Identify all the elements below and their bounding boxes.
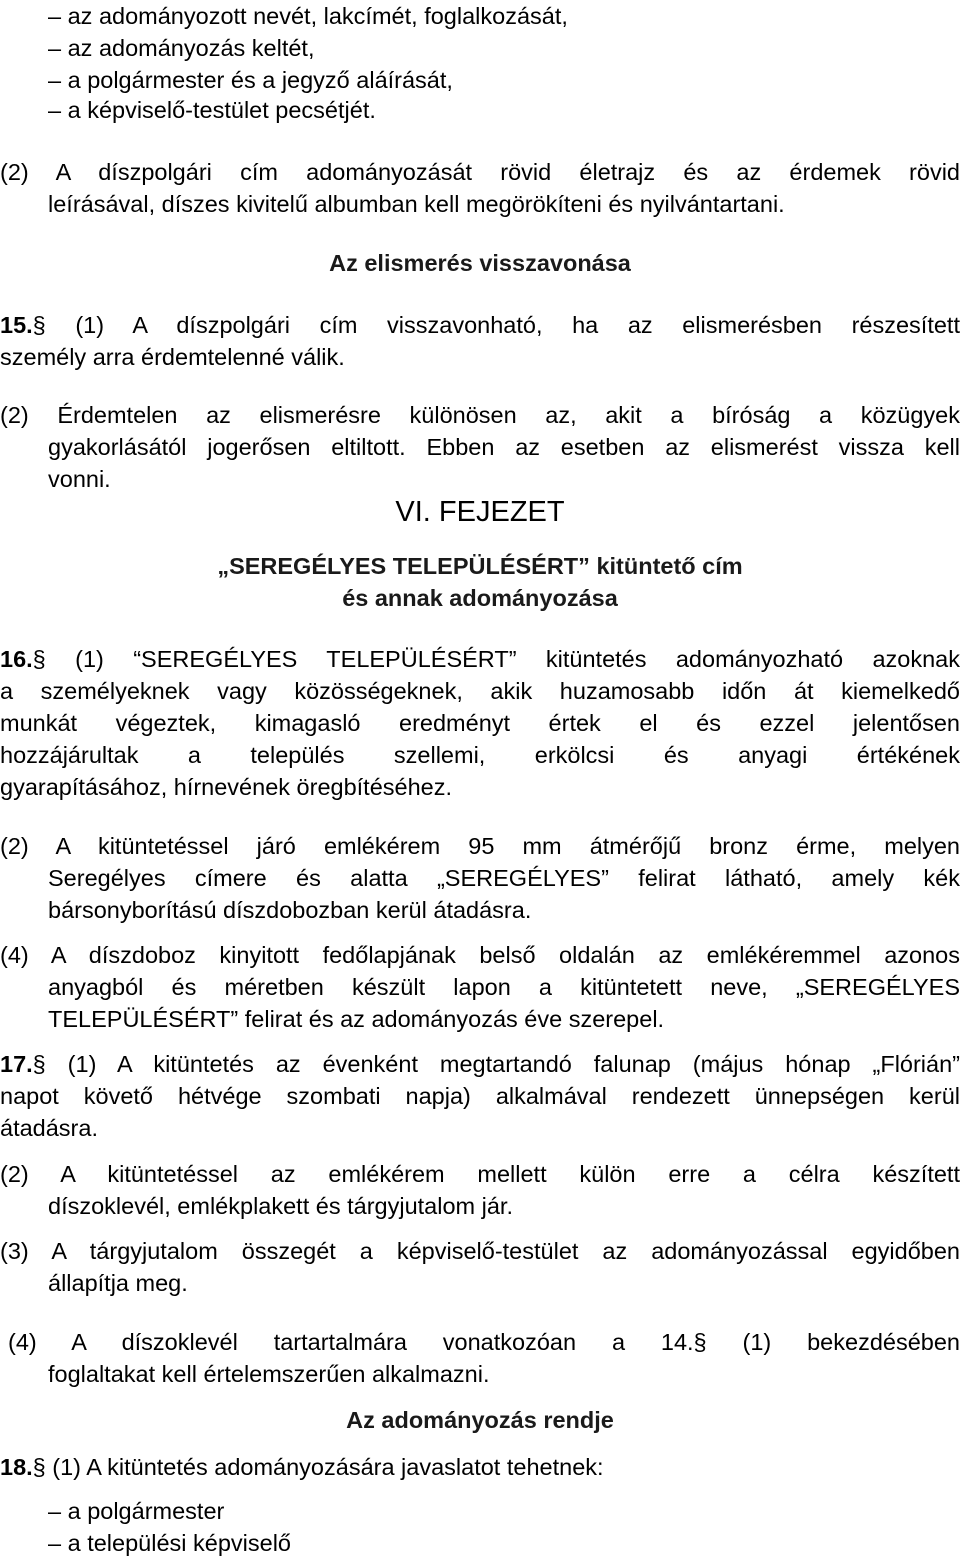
- paragraph-line: gyarapításához, hírnevének öregbítéséhez.: [0, 774, 453, 800]
- section-17-paragraph-1: [0, 1048, 960, 1144]
- section-sign: §: [32, 1051, 46, 1077]
- paragraph-line: (2) A kitüntetéssel járó emlékérem 95 mm átmérőjű bronz érme, melyen: [0, 833, 960, 859]
- list-item: – az adományozás keltét,: [48, 35, 315, 61]
- section-heading-revoke: Az elismerés visszavonása: [329, 250, 631, 276]
- paragraph-line: napot követő hétvége szombati napja) alkalmával rendezett ünnepségen kerül: [0, 1083, 960, 1109]
- paragraph-line: [0, 309, 960, 341]
- paragraph-line: Seregélyes címere és alatta „SEREGÉLYES” felirat látható, amely kék: [48, 865, 960, 891]
- section-18-paragraph-1: [0, 1451, 960, 1483]
- section-16-paragraph-1: [0, 643, 960, 803]
- subtitle-line: és annak adományozása: [342, 585, 618, 611]
- paragraph-text: (1) “SEREGÉLYES TELEPÜLÉSÉRT” kitüntetés adományozható azoknak: [45, 646, 960, 672]
- section-heading-order: Az adományozás rendje: [346, 1407, 614, 1433]
- paragraph-text: (1) A díszpolgári cím visszavonható, ha az elismerésben részesített: [45, 312, 960, 338]
- paragraph-14-2: [0, 156, 960, 220]
- list-item: – a polgármester és a jegyző aláírását,: [48, 67, 453, 93]
- list-item: – a polgármester: [48, 1498, 225, 1524]
- section-sign: §: [32, 646, 46, 672]
- paragraph-line: munkát végeztek, kimagasló eredményt értek el és ezzel jelentősen: [0, 710, 960, 736]
- section-number: 18.: [0, 1454, 33, 1480]
- section-number: 16.: [0, 646, 33, 672]
- section-sign: §: [32, 312, 46, 338]
- section-16-paragraph-4: [0, 939, 960, 1035]
- paragraph-line: anyagból és méretben készült lapon a kitüntetett neve, „SEREGÉLYES: [48, 974, 960, 1000]
- paragraph-line: (4) A díszdoboz kinyitott fedőlapjának belső oldalán az emlékéremmel azonos: [0, 942, 960, 968]
- section-number: 15.: [0, 312, 33, 338]
- chapter-subtitle: [0, 550, 960, 614]
- section-15-paragraph-1: [0, 309, 960, 373]
- paragraph-line: bársonyborítású díszdobozban kerül átadásra.: [48, 897, 532, 923]
- paragraph-line: TELEPÜLÉSÉRT” felirat és az adományozás éve szerepel.: [48, 1006, 665, 1032]
- section-17-paragraph-3: [0, 1235, 960, 1299]
- paragraph-line: (2) Érdemtelen az elismerésre különösen az, akit a bíróság a közügyek: [0, 402, 960, 428]
- paragraph-line: (2) A kitüntetéssel az emlékérem mellett külön erre a célra készített: [0, 1161, 960, 1187]
- paragraph-line: (2) A díszpolgári cím adományozását rövid életrajz és az érdemek rövid: [0, 159, 960, 185]
- section-15-paragraph-2: [0, 399, 960, 495]
- paragraph-line: foglaltakat kell értelemszerűen alkalmazni.: [48, 1361, 490, 1387]
- paragraph-line: állapítja meg.: [48, 1270, 188, 1296]
- section-number: 17.: [0, 1051, 33, 1077]
- list-item: – az adományozott nevét, lakcímét, foglalkozását,: [48, 3, 568, 29]
- paragraph-line: (3) A tárgyjutalom összegét a képviselő-testület az adományozással egyidőben: [0, 1238, 960, 1264]
- paragraph-line: személy arra érdemtelenné válik.: [0, 344, 345, 370]
- paragraph-line: díszoklevél, emlékplakett és tárgyjutalom jár.: [48, 1193, 513, 1219]
- proposers-list: [0, 1495, 960, 1559]
- section-17-paragraph-4: [0, 1326, 960, 1390]
- list-item: – a települési képviselő: [48, 1530, 291, 1556]
- award-document-contents-list: [0, 0, 960, 128]
- section-17-paragraph-2: [0, 1158, 960, 1222]
- paragraph-line: [0, 1048, 960, 1080]
- paragraph-line: hozzájárultak a település szellemi, erkölcsi és anyagi értékének: [0, 742, 960, 768]
- list-item: – a képviselő-testület pecsétjét.: [48, 97, 376, 123]
- paragraph-text: (1) A kitüntetés adományozására javaslatot tehetnek:: [45, 1454, 604, 1480]
- paragraph-line: (4) A díszoklevél tartartalmára vonatkozóan a 14.§ (1) bekezdésében: [8, 1329, 960, 1355]
- paragraph-line: vonni.: [48, 466, 111, 492]
- subtitle-line: „SEREGÉLYES TELEPÜLÉSÉRT” kitüntető cím: [217, 553, 743, 579]
- section-sign: §: [32, 1454, 46, 1480]
- paragraph-line: leírásával, díszes kivitelű albumban kell megörökíteni és nyilvántartani.: [48, 191, 785, 217]
- paragraph-line: gyakorlásától jogerősen eltiltott. Ebben az esetben az elismerést vissza kell: [48, 434, 960, 460]
- paragraph-text: (1) A kitüntetés az évenként megtartandó falunap (május hónap „Flórián”: [45, 1051, 960, 1077]
- chapter-title: VI. FEJEZET: [395, 496, 565, 528]
- paragraph-line: a személyeknek vagy közösségeknek, akik huzamosabb időn át kiemelkedő: [0, 678, 960, 704]
- paragraph-line: átadásra.: [0, 1115, 98, 1141]
- paragraph-line: [0, 643, 960, 675]
- section-16-paragraph-2: [0, 830, 960, 926]
- paragraph-line: [0, 1451, 960, 1483]
